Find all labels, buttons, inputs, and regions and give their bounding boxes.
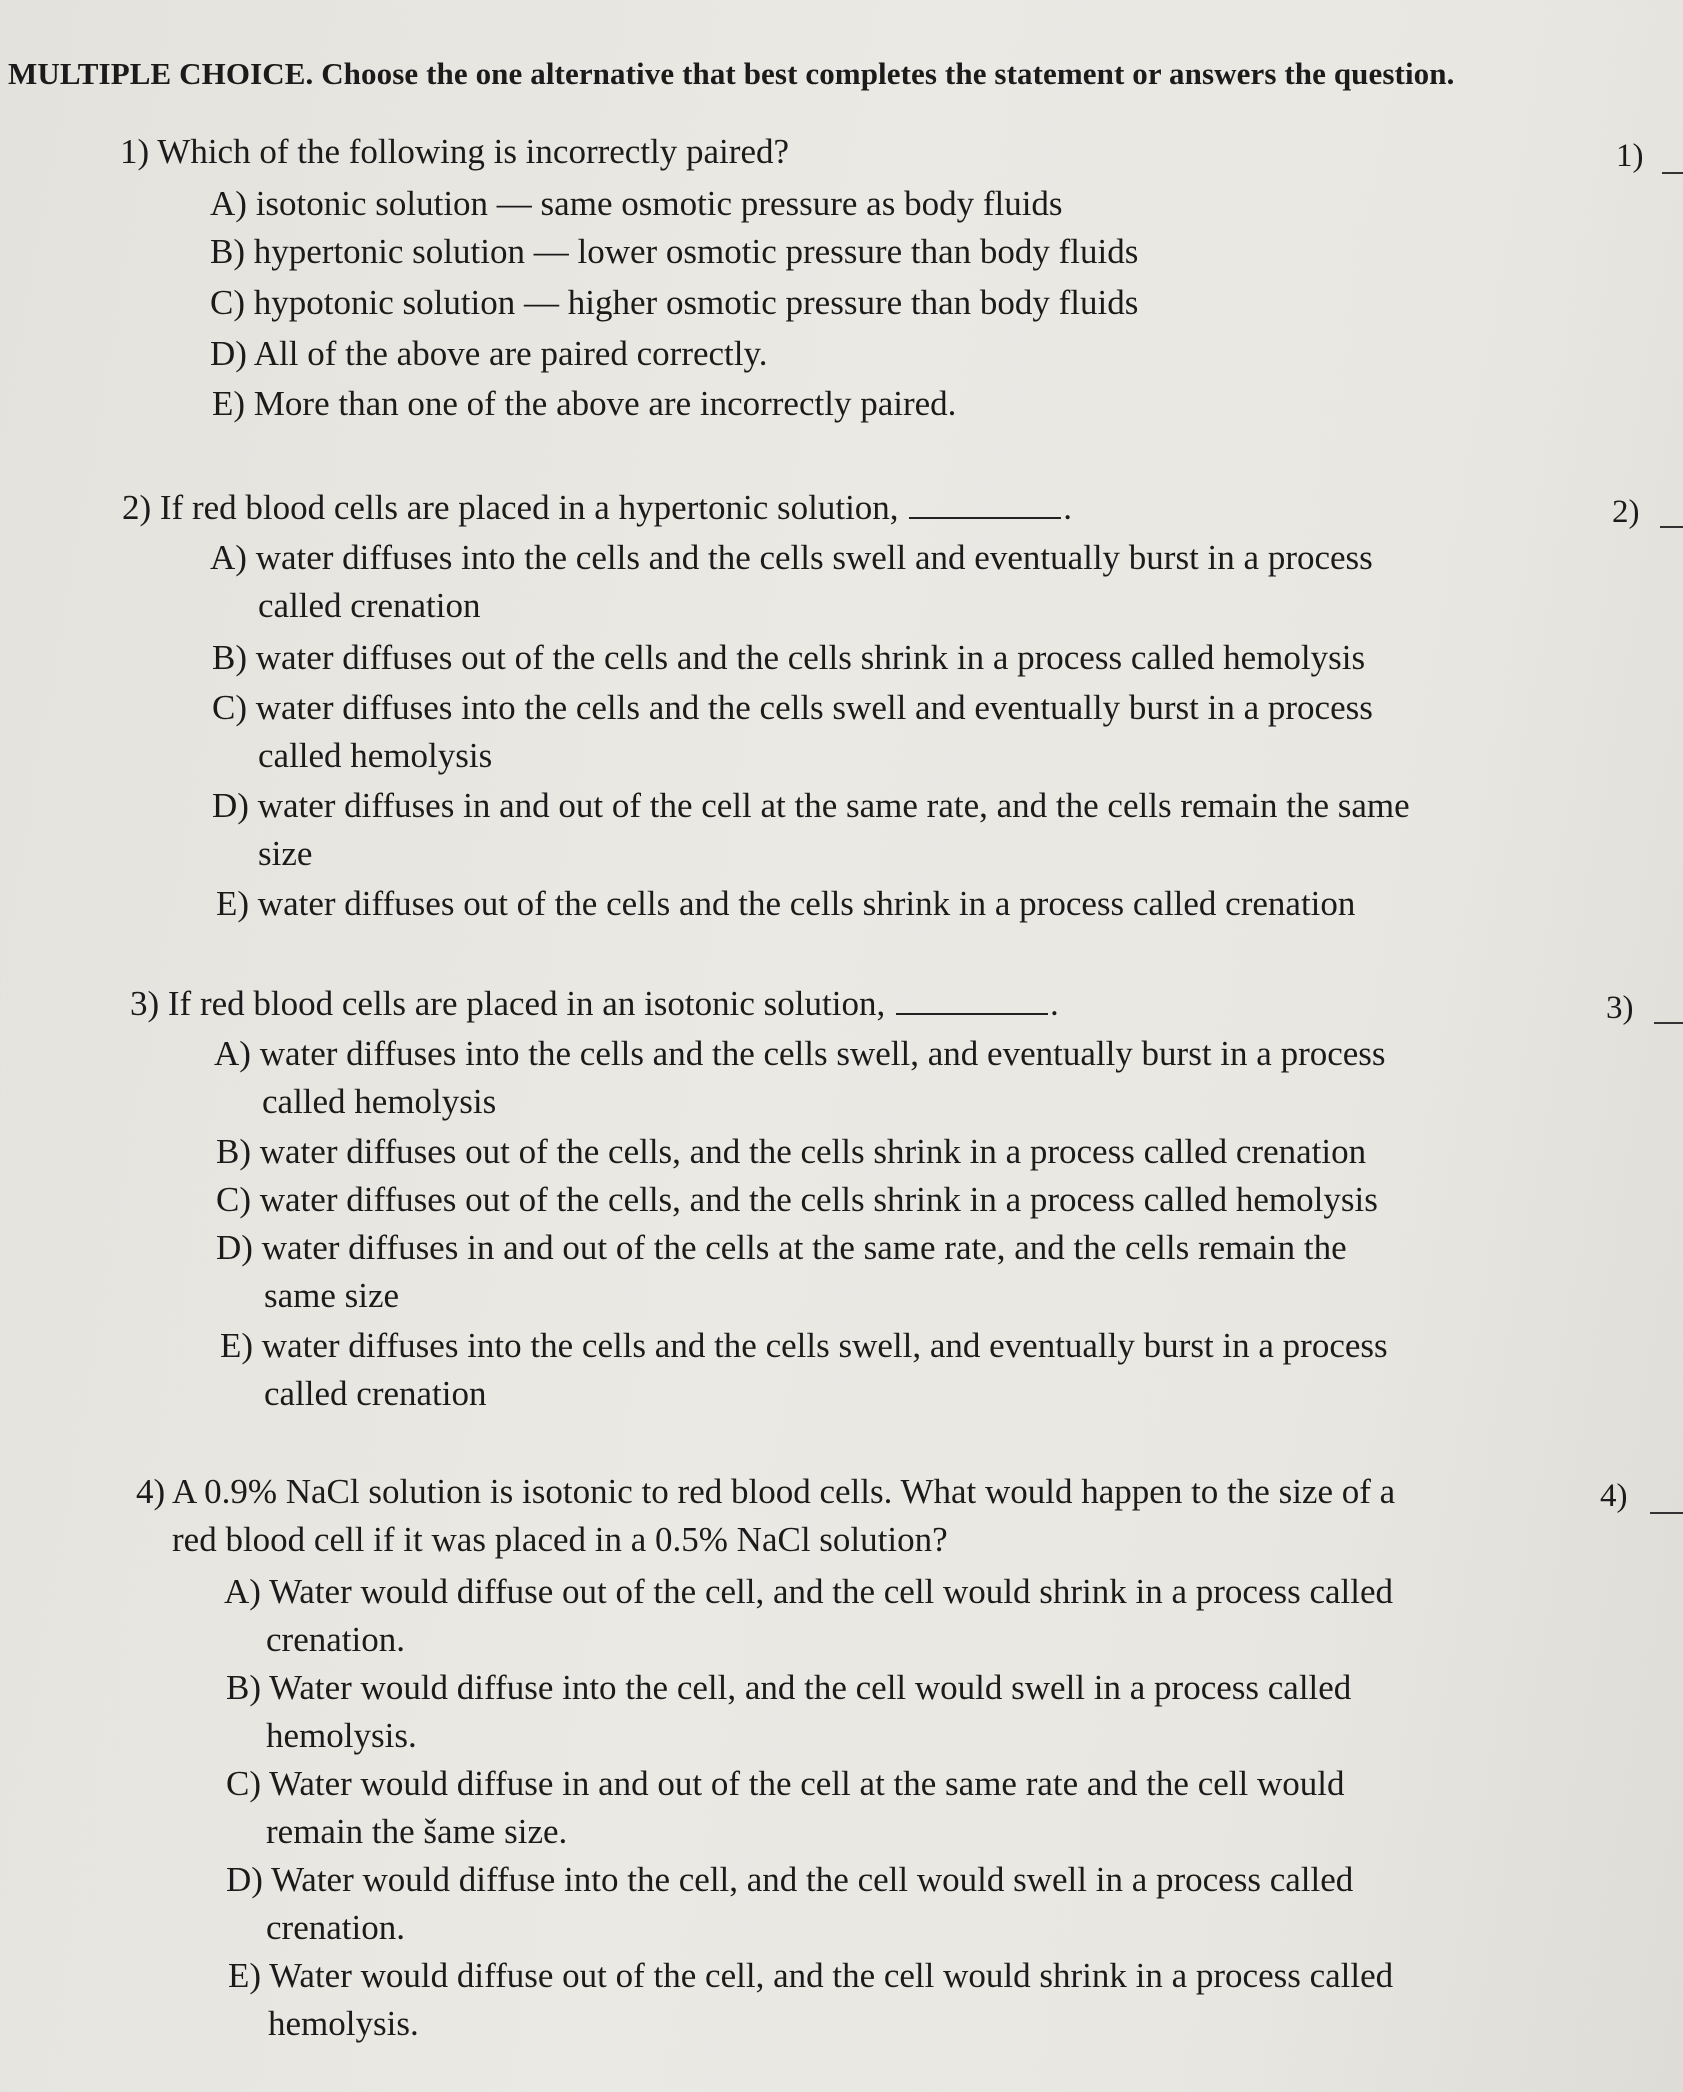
option-letter: A) (210, 184, 247, 223)
option-a[interactable] (210, 534, 1373, 582)
option-text: Water would diffuse out of the cell, and the cell would shrink in a process called (269, 1572, 1394, 1611)
option-letter: C) (216, 1180, 251, 1219)
question-stem (130, 980, 1059, 1028)
option-text: Water would diffuse into the cell, and the cell would swell in a process called (271, 1860, 1354, 1899)
answer-number: 1) (1616, 138, 1644, 174)
option-letter: D) (210, 334, 247, 373)
option-c-continuation: remain the šame size. (266, 1812, 568, 1851)
option-d[interactable] (216, 1224, 1347, 1272)
option-text: All of the above are paired correctly. (253, 334, 768, 373)
option-d[interactable] (226, 1856, 1353, 1904)
stem-period: . (1063, 488, 1073, 527)
option-e[interactable] (216, 880, 1355, 928)
option-a[interactable] (224, 1568, 1393, 1616)
option-text: isotonic solution — same osmotic pressure as body fluids (255, 184, 1063, 223)
fill-in-blank (896, 989, 1048, 1015)
option-text: hypotonic solution — higher osmotic pressure than body fluids (253, 283, 1139, 322)
option-text: More than one of the above are incorrectly paired. (253, 384, 957, 423)
option-text: water diffuses into the cells and the cells swell, and eventually burst in a process (259, 1034, 1386, 1073)
question-stem (122, 484, 1072, 532)
option-d[interactable] (212, 782, 1410, 830)
option-letter: D) (216, 1228, 253, 1267)
option-text: water diffuses into the cells and the cells swell and eventually burst in a process (255, 688, 1373, 727)
option-e-continuation: hemolysis. (268, 2004, 419, 2043)
option-c[interactable] (212, 684, 1373, 732)
option-letter: C) (226, 1764, 261, 1803)
option-letter: B) (210, 232, 245, 271)
option-text: Water would diffuse in and out of the cell at the same rate and the cell would (269, 1764, 1345, 1803)
question-text: A 0.9% NaCl solution is isotonic to red blood cells. What would happen to the size of a (171, 1472, 1396, 1511)
option-a[interactable] (210, 180, 1063, 228)
option-e[interactable] (220, 1322, 1388, 1370)
option-letter: D) (212, 786, 249, 825)
answer-number: 4) (1600, 1478, 1628, 1514)
option-c-continuation: called hemolysis (258, 736, 493, 775)
option-b-continuation: hemolysis. (266, 1716, 417, 1755)
option-b[interactable] (216, 1128, 1366, 1176)
question-number: 3) (130, 984, 160, 1023)
answer-blank[interactable] (1660, 526, 1683, 528)
option-text: water diffuses in and out of the cells at the same rate, and the cells remain the (261, 1228, 1347, 1267)
option-e[interactable] (212, 380, 956, 428)
option-e[interactable] (228, 1952, 1393, 2000)
option-d-continuation: size (258, 834, 313, 873)
option-text: Water would diffuse into the cell, and the cell would swell in a process called (269, 1668, 1352, 1707)
answer-number: 3) (1606, 990, 1634, 1026)
option-d[interactable] (210, 330, 768, 378)
option-letter: E) (216, 884, 250, 923)
option-letter: C) (212, 688, 247, 727)
question-number: 4) (136, 1472, 166, 1511)
answer-blank[interactable] (1650, 1512, 1683, 1514)
option-a-continuation: called hemolysis (262, 1082, 497, 1121)
option-text: water diffuses out of the cells and the cells shrink in a process called crenation (257, 884, 1356, 923)
option-b[interactable] (210, 228, 1138, 276)
option-b[interactable] (212, 634, 1365, 682)
option-b[interactable] (226, 1664, 1351, 1712)
option-text: water diffuses out of the cells, and the cells shrink in a process called hemolysis (259, 1180, 1378, 1219)
option-e-continuation: called crenation (264, 1374, 487, 1413)
option-text: water diffuses out of the cells and the cells shrink in a process called hemolysis (255, 638, 1366, 677)
stem-period: . (1049, 984, 1059, 1023)
question-text-continuation: red blood cell if it was placed in a 0.5% NaCl solution? (172, 1520, 948, 1559)
question-number: 1) (120, 132, 150, 171)
question-text: If red blood cells are placed in an isotonic solution, (167, 984, 886, 1023)
question-text: Which of the following is incorrectly paired? (157, 132, 790, 171)
option-letter: E) (228, 1956, 262, 1995)
option-text: hypertonic solution — lower osmotic pressure than body fluids (253, 232, 1139, 271)
option-text: water diffuses out of the cells, and the cells shrink in a process called crenation (259, 1132, 1367, 1171)
option-letter: A) (214, 1034, 251, 1073)
question-stem (120, 128, 789, 176)
question-number: 2) (122, 488, 152, 527)
option-a[interactable] (214, 1030, 1386, 1078)
option-c[interactable] (210, 279, 1138, 327)
question-stem (136, 1468, 1395, 1516)
section-header: MULTIPLE CHOICE. Choose the one alternative that best completes the statement or answers the question. (8, 56, 1455, 91)
option-letter: D) (226, 1860, 263, 1899)
option-letter: B) (212, 638, 247, 677)
option-letter: A) (210, 538, 247, 577)
option-letter: B) (216, 1132, 251, 1171)
answer-blank[interactable] (1654, 1022, 1683, 1024)
option-d-continuation: same size (264, 1276, 400, 1315)
option-letter: A) (224, 1572, 261, 1611)
option-letter: E) (212, 384, 246, 423)
fill-in-blank (909, 493, 1061, 519)
option-text: Water would diffuse out of the cell, and the cell would shrink in a process called (269, 1956, 1394, 1995)
option-c[interactable] (216, 1176, 1378, 1224)
option-text: water diffuses into the cells and the cells swell, and eventually burst in a process (261, 1326, 1388, 1365)
question-text: If red blood cells are placed in a hypertonic solution, (159, 488, 899, 527)
option-a-continuation: called crenation (258, 586, 481, 625)
answer-number: 2) (1612, 494, 1640, 530)
option-a-continuation: crenation. (266, 1620, 405, 1659)
option-text: water diffuses into the cells and the cells swell and eventually burst in a process (255, 538, 1373, 577)
option-letter: E) (220, 1326, 254, 1365)
option-letter: C) (210, 283, 245, 322)
option-text: water diffuses in and out of the cell at the same rate, and the cells remain the same (257, 786, 1410, 825)
option-d-continuation: crenation. (266, 1908, 405, 1947)
answer-blank[interactable] (1662, 172, 1683, 174)
option-letter: B) (226, 1668, 261, 1707)
option-c[interactable] (226, 1760, 1344, 1808)
